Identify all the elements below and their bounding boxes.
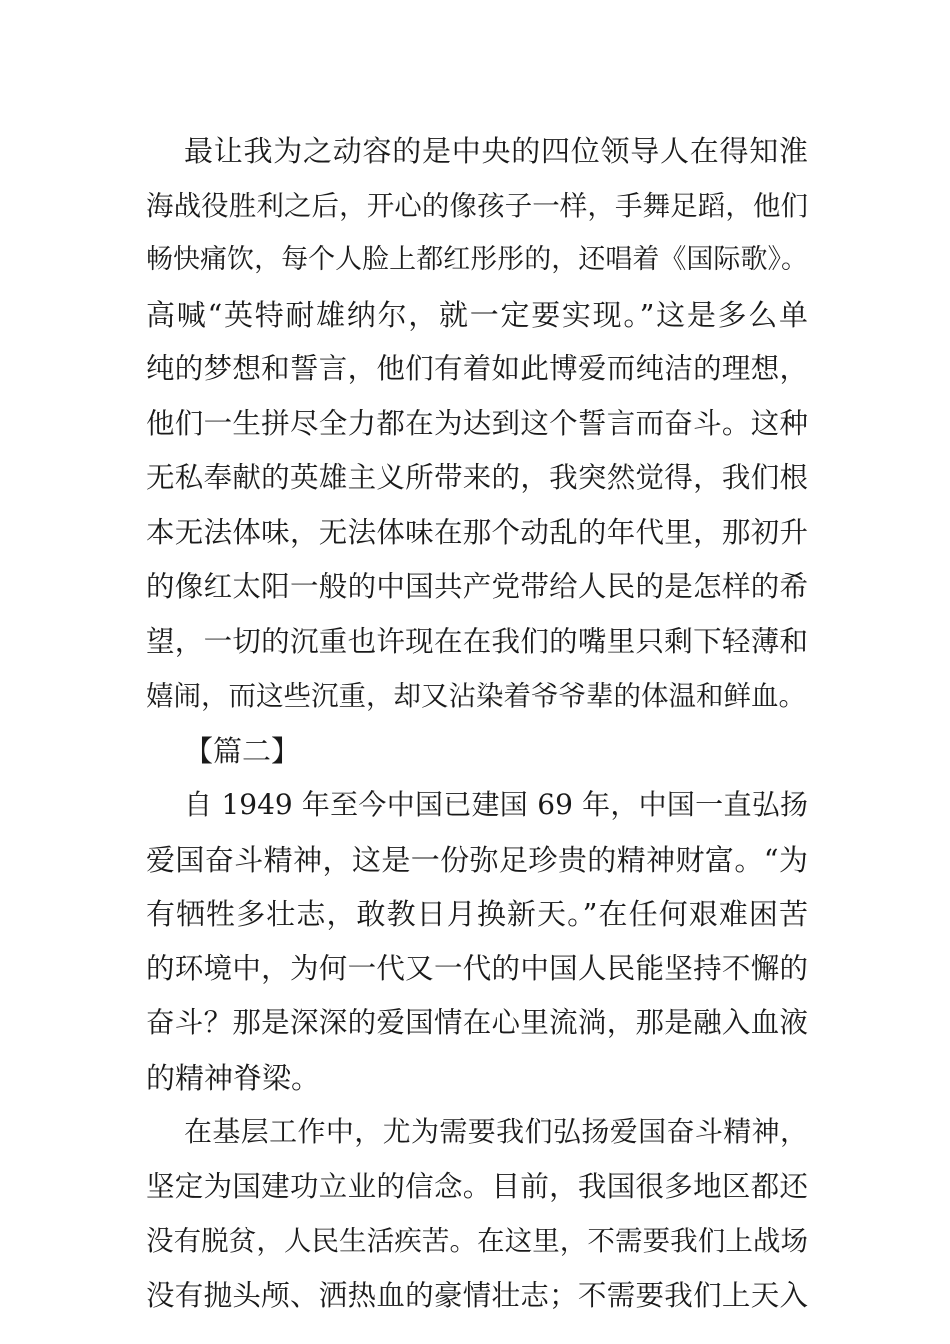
paragraph-line: 没有抛头颅、洒热血的豪情壮志；不需要我们上天入 [146,1278,808,1312]
paragraph-line: 奋斗？那是深深的爱国情在心里流淌，那是融入血液 [146,1006,808,1039]
paragraph-line: 在基层工作中，尤为需要我们弘扬爱国奋斗精神， [184,1115,808,1148]
paragraph-line: 自 1949 年至今中国已建国 69 年，中国一直弘扬 [184,788,808,821]
paragraph-line: 的环境中，为何一代又一代的中国人民能坚持不懈的 [146,951,808,985]
paragraph-line: 有牺牲多壮志，敢教日月换新天。”在任何艰难困苦 [146,897,808,931]
paragraph-line: 望，一切的沉重也许现在在我们的嘴里只剩下轻薄和 [146,624,808,658]
paragraph-line: 坚定为国建功立业的信念。目前，我国很多地区都还 [146,1169,808,1203]
paragraph-line: 最让我为之动容的是中央的四位领导人在得知淮 [184,134,808,168]
document-body [146,124,808,1323]
section-heading: 【篇二】 [184,733,301,768]
paragraph-line: 本无法体味，无法体味在那个动乱的年代里，那初升 [146,515,808,549]
paragraph-line: 高喊“英特耐雄纳尔，就一定要实现。”这是多么单 [146,297,808,332]
paragraph-line: 纯的梦想和誓言，他们有着如此博爱而纯洁的理想， [146,352,808,385]
paragraph-line: 没有脱贫，人民生活疾苦。在这里，不需要我们上战场 [146,1225,808,1257]
paragraph-line: 爱国奋斗精神，这是一份弥足珍贵的精神财富。“为 [146,842,808,877]
paragraph-line: 嬉闹，而这些沉重，却又沾染着爷爷辈的体温和鲜血。 [146,680,806,712]
paragraph-line: 无私奉献的英雄主义所带来的，我突然觉得，我们根 [146,461,808,494]
paragraph-line: 他们一生拼尽全力都在为达到这个誓言而奋斗。这种 [146,406,808,440]
paragraph-line: 的像红太阳一般的中国共产党带给人民的是怎样的希 [146,570,808,603]
paragraph-line: 的精神脊梁。 [146,1060,321,1095]
paragraph-line: 畅快痛饮，每个人脸上都红彤彤的，还唱着《国际歌》。 [146,244,808,275]
paragraph-line: 海战役胜利之后，开心的像孩子一样，手舞足蹈，他们 [146,189,808,222]
